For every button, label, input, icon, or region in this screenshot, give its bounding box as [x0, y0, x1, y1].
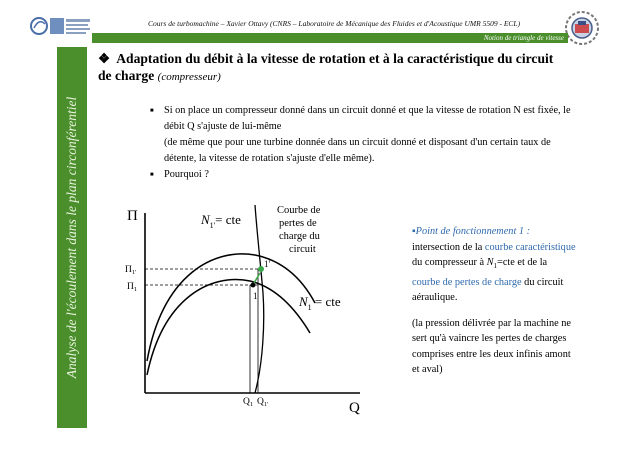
- circuit-label-4: circuit: [289, 244, 316, 255]
- annotation-text: du circuit aéraulique.: [412, 276, 564, 304]
- point-1: [251, 283, 256, 288]
- label-pi1p-main: Π: [125, 265, 132, 275]
- circuit-label-2: pertes de: [279, 218, 317, 229]
- point-1p-label: 1': [264, 259, 271, 269]
- label-pi1-sub: 1: [133, 286, 138, 293]
- label-n1p-n: N: [201, 212, 210, 227]
- label-q1p-main: Q: [257, 397, 264, 407]
- course-title: Cours de turbomachine – Xavier Ottavy (CNRS – Laboratoire de Mécanique des Fluides et d'Acoustique UMR 5509 - ECL): [148, 19, 521, 28]
- x-axis-label: Q: [349, 400, 360, 416]
- slide-title-paren: (compresseur): [157, 71, 221, 83]
- bullet-item: (de même que pour une turbine donnée dans un circuit donné et disposant d'un certain taux de détente, la vitesse de rotation s'ajuste d'elle même).: [164, 137, 551, 164]
- side-band: [57, 47, 87, 428]
- slide-title-main: Adaptation du débit à la vitesse de rotation et à la caractéristique du circuit de charge: [98, 51, 554, 83]
- annotation-head: ▪Point de fonctionnement 1 :: [412, 226, 531, 237]
- operating-point-diagram: [105, 193, 395, 418]
- label-n1-sub: 1: [307, 303, 312, 312]
- bullet-list: [150, 103, 580, 183]
- label-q1-sub: 1: [249, 401, 254, 408]
- label-q1: [243, 397, 253, 408]
- ecl-logo: [564, 10, 600, 46]
- bullet-item: ■ Si on place un compresseur donné dans un circuit donné et que la vitesse de rotation N est fixée, le débit Q s'ajuste de lui-même: [150, 103, 580, 135]
- section-subtitle: Notion de triangle de vitesse: [483, 34, 564, 42]
- label-n1-n: N: [299, 294, 308, 309]
- diamond-bullet-icon: ❖: [98, 51, 111, 66]
- annotation-text: 1: [493, 262, 498, 271]
- annotation-text: N: [486, 257, 494, 268]
- label-q1-main: Q: [243, 397, 250, 407]
- point-1-label: 1: [253, 291, 258, 301]
- label-q1p: [257, 397, 268, 408]
- annotation-note: (la pression délivrée par la machine ne sert qu'à vaincre les pertes de charges comprises entre les deux infinis amont et aval): [412, 317, 571, 376]
- curve-n1: [147, 280, 310, 375]
- curve-n1p: [147, 254, 315, 361]
- y-axis-label: Π: [127, 208, 138, 224]
- side-band-text: Analyse de l'écoulement dans le plan circonférentiel: [64, 96, 79, 379]
- shift-arrow: [254, 273, 260, 283]
- label-n1p-sub: 1': [209, 221, 216, 230]
- circuit-label-1: Courbe de: [277, 205, 321, 216]
- label-pi1-main: Π: [127, 282, 134, 292]
- bullet-item: ■ Pourquoi ?: [150, 167, 580, 183]
- label-pi1p-sub: 1': [131, 269, 137, 276]
- label-pi1: [127, 282, 137, 293]
- annotation-box: [412, 224, 577, 378]
- label-q1p-sub: 1': [263, 401, 269, 408]
- lmfa-logo: [30, 12, 92, 42]
- header-bar: [92, 33, 568, 43]
- circuit-label-3: charge du: [279, 231, 320, 242]
- annotation-link-text: courbe caractéristique: [484, 241, 576, 253]
- annotation-text: intersection de la: [412, 241, 485, 253]
- slide-title: [98, 50, 568, 86]
- label-n1p-eq: = cte: [215, 212, 241, 227]
- annotation-text: =cte et de la: [497, 257, 548, 268]
- annotation-paragraph: [412, 240, 577, 306]
- annotation-text: du compresseur à: [412, 257, 487, 268]
- label-n1p: [200, 212, 241, 230]
- label-pi1p: [125, 265, 136, 276]
- label-n1-eq: = cte: [311, 294, 341, 309]
- annotation-link-text: courbe de pertes de charge: [412, 276, 522, 288]
- label-n1: [298, 294, 341, 312]
